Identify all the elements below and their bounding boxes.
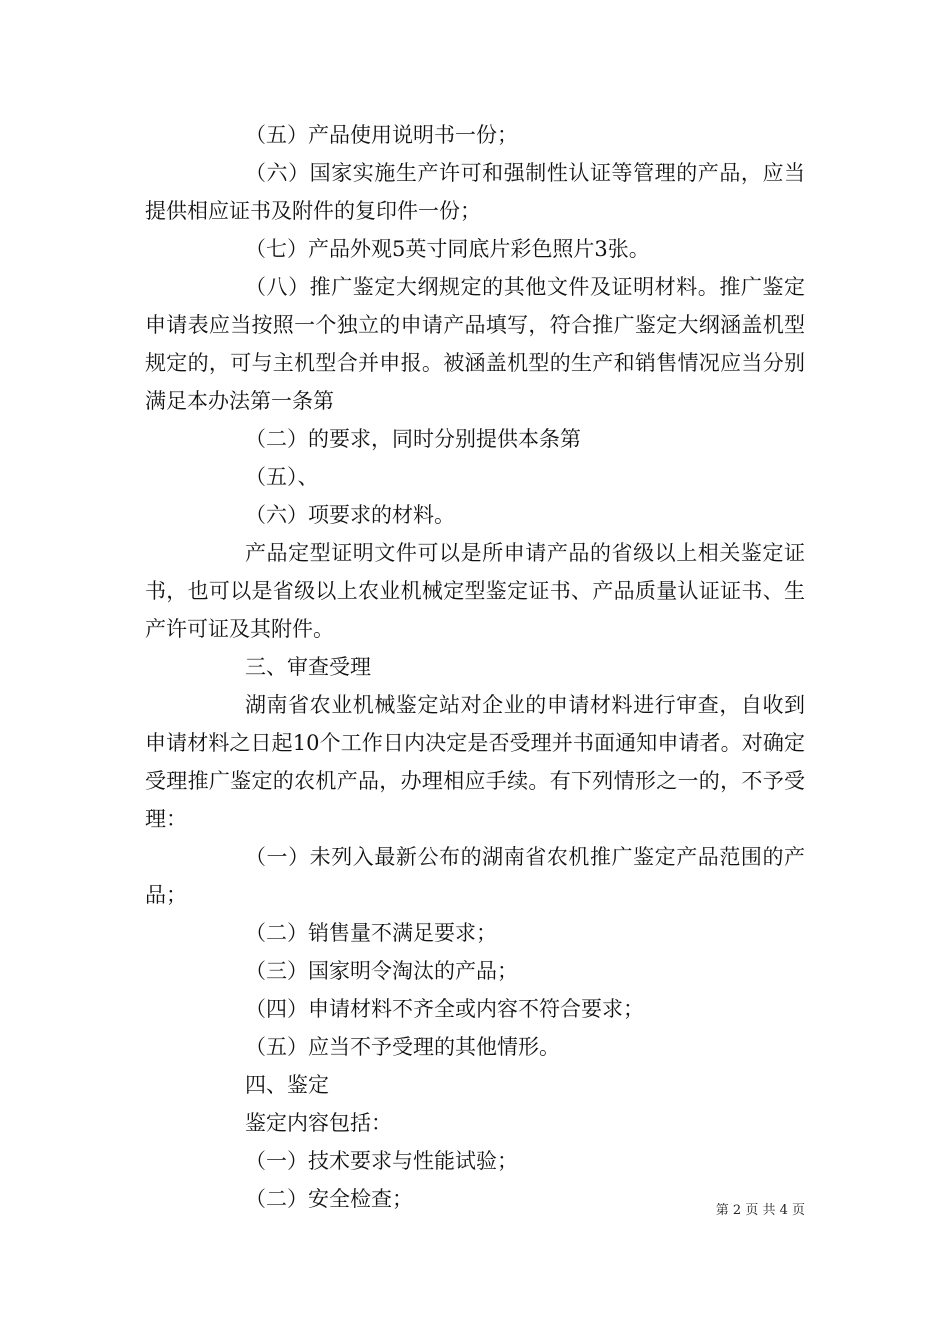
paragraph-appraisal-content: 鉴定内容包括： xyxy=(245,1111,392,1135)
list-item-appraisal-1: （一）技术要求与性能试验； xyxy=(245,1149,518,1173)
paragraph-review-acceptance: 湖南省农业机械鉴定站对企业的申请材料进行审查，自收到申请材料之日起10个工作日内决定是否受理并书面通知申请者。对确定受理推广鉴定的农机产品，办理相应手续。有下列情形之一的，不予受理： xyxy=(145,693,805,831)
paragraph-7-photos: （七）产品外观5英寸同底片彩色照片3张。 xyxy=(245,237,650,261)
list-item-rejection-5: （五）应当不予受理的其他情形。 xyxy=(245,1035,560,1059)
paragraph-type-approval: 产品定型证明文件可以是所申请产品的省级以上相关鉴定证书，也可以是省级以上农业机械定型鉴定证书、产品质量认证证书、生产许可证及其附件。 xyxy=(145,541,805,641)
paragraph-item-5-ref: （五）、 xyxy=(245,465,319,489)
paragraph-5-manual: （五）产品使用说明书一份； xyxy=(245,123,518,147)
list-item-rejection-2: （二）销售量不满足要求； xyxy=(245,921,497,945)
paragraph-6-certificates: （六）国家实施生产许可和强制性认证等管理的产品，应当提供相应证书及附件的复印件一份； xyxy=(145,161,805,223)
page-number-footer: 第 2 页 共 4 页 xyxy=(715,1203,805,1218)
section-heading-review: 三、审查受理 xyxy=(245,655,371,679)
paragraph-item-6-ref: （六）项要求的材料。 xyxy=(245,503,455,527)
section-heading-appraisal: 四、鉴定 xyxy=(245,1073,329,1097)
paragraph-8-other-documents: （八）推广鉴定大纲规定的其他文件及证明材料。推广鉴定申请表应当按照一个独立的申请产品填写，符合推广鉴定大纲涵盖机型规定的，可与主机型合并申报。被涵盖机型的生产和销售情况应当分别满足本办法第一条第 xyxy=(145,275,805,413)
list-item-rejection-3: （三）国家明令淘汰的产品； xyxy=(245,959,518,983)
list-item-rejection-1: （一）未列入最新公布的湖南省农机推广鉴定产品范围的产品； xyxy=(145,845,805,907)
document-body xyxy=(145,116,805,1218)
paragraph-item-2-requirement: （二）的要求，同时分别提供本条第 xyxy=(245,427,581,451)
list-item-rejection-4: （四）申请材料不齐全或内容不符合要求； xyxy=(245,997,644,1021)
list-item-appraisal-2: （二）安全检查； xyxy=(245,1187,413,1211)
